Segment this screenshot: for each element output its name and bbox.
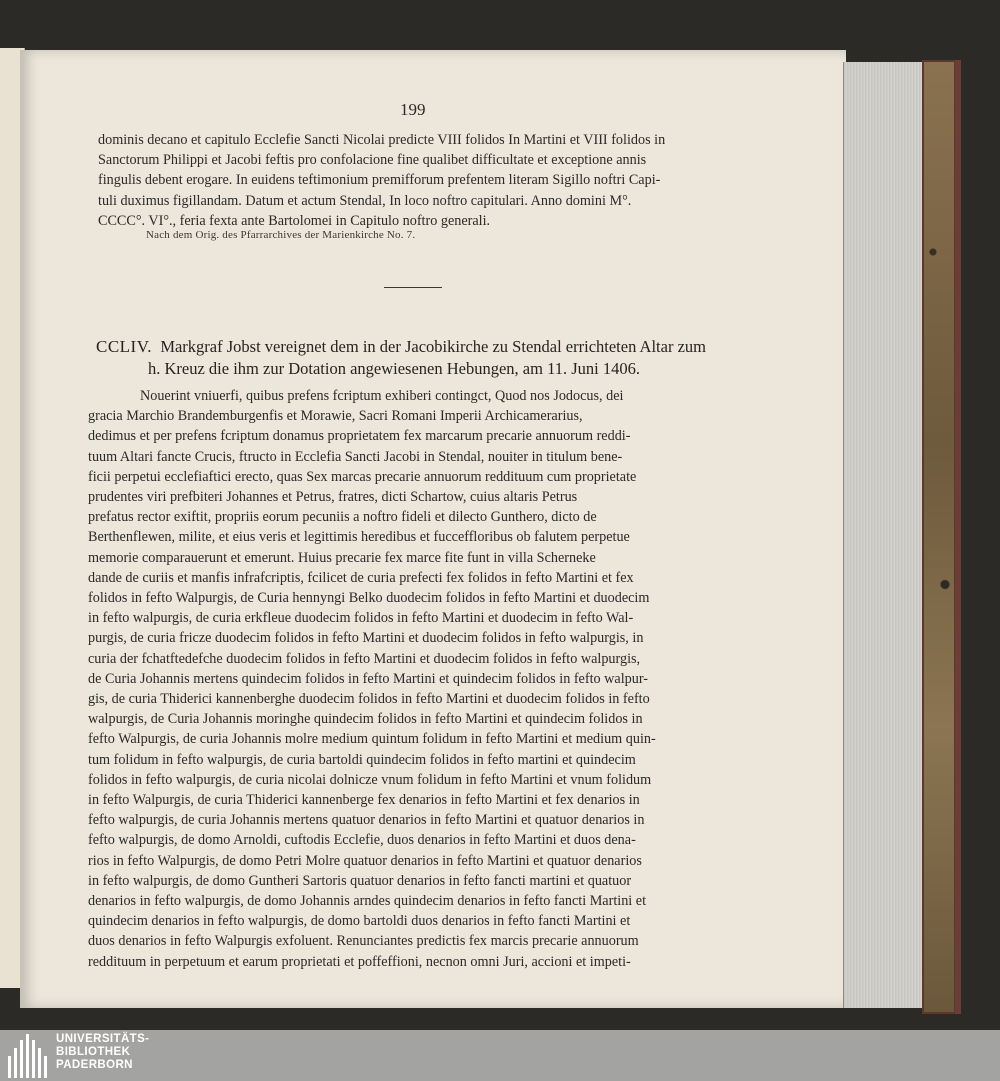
page-block-edges: [843, 62, 926, 1008]
text-line: prefatus rector exiftit, propriis eorum pecuniis a noftro fideli et dilecto Gunthero, dicto de: [88, 509, 597, 526]
text-line: gracia Marchio Brandemburgenfis et Morawie, Sacri Romani Imperii Archicamerarius,: [88, 408, 583, 425]
cover-spine-edge: [955, 60, 961, 1014]
text-line: in fefto walpurgis, de curia erkfleue duodecim folidos in fefto Martini et duodecim in fefto Wal-: [88, 610, 634, 627]
text-line: Sanctorum Philippi et Jacobi feftis pro confolacione fine qualibet difficultate et exceptione annis: [98, 152, 647, 169]
library-logo-icon: [6, 1034, 50, 1078]
heading-line-2: h. Kreuz die ihm zur Dotation angewiesenen Hebungen, am 11. Juni 1406.: [148, 359, 640, 378]
section-divider: [384, 287, 442, 288]
paragraph-main: [88, 386, 740, 972]
text-line: Berthenflewen, milite, et eius veris et legittimis heredibus et fucceffloribus ob falutem perpetue: [88, 529, 630, 546]
text-line: dedimus et per prefens fcriptum donamus proprietatem fex marcarum precarie annuorum reddi-: [88, 428, 631, 445]
page-number: 199: [400, 100, 426, 119]
heading-line-1: Markgraf Jobst vereignet dem in der Jacobikirche zu Stendal errichteten Altar zum: [160, 337, 706, 356]
text-line: curia der fchatftedefche duodecim folidos in fefto Martini et duodecim folidos in fefto walpurgis,: [88, 650, 641, 667]
document-number: CCLIV.: [96, 337, 153, 356]
text-line: reddituum in perpetuum et earum proprietati et poffeffioni, necnon omni Juri, accioni et impeti-: [88, 953, 631, 970]
library-name-line: BIBLIOTHEK: [56, 1046, 131, 1058]
text-line: walpurgis, de Curia Johannis moringhe quindecim folidos in fefto Martini et quindecim folidos in: [88, 711, 643, 728]
text-line: ficii perpetui ecclefiaftici erecto, quas Sex marcas precarie annuorum reddituum cum proprietate: [88, 468, 637, 485]
text-line: prudentes viri prefbiteri Johannes et Petrus, fratres, dicti Schartow, cuius altaris Petrus: [88, 489, 578, 506]
text-line: gis, de curia Thiderici kannenberghe duodecim folidos in fefto Martini et duodecim folidos in fefto: [88, 691, 650, 708]
library-name: [56, 1033, 149, 1072]
library-footer-bar: [0, 1030, 1000, 1081]
text-line: folidos in fefto Walpurgis, de Curia hennyngi Belko duodecim folidos in fefto Martini et duodecim: [88, 590, 650, 607]
text-line: memorie comparauerunt et emerunt. Huius precarie fex marce fite funt in villa Scherneke: [88, 549, 596, 566]
document-heading: [96, 336, 744, 380]
text-line: tum folidum in fefto walpurgis, de curia bartoldi quindecim folidos in fefto martini et quindecim: [88, 751, 636, 768]
text-line: purgis, de curia fricze duodecim folidos in fefto Martini et duodecim folidos in fefto walpurgis, in: [88, 630, 644, 647]
text-line: quindecim denarios in fefto walpurgis, de domo bartoldi duos denarios in fefto fancti Martini et: [88, 913, 631, 930]
text-line: folidos in fefto walpurgis, de curia nicolai dolnicze vnum folidum in fefto Martini et vnum folidum: [88, 771, 652, 788]
text-line: Nouerint vniuerfi, quibus prefens fcriptum exhiberi contingct, Quod nos Jodocus, dei: [140, 388, 624, 404]
text-line: in fefto Walpurgis, de curia Thiderici kannenberge fex denarios in fefto Martini et fex denarios in: [88, 792, 640, 809]
text-line: duos denarios in fefto Walpurgis exfoluent. Renunciantes predictis fex marcis precarie annuorum: [88, 933, 639, 950]
source-note: Nach dem Orig. des Pfarrarchives der Marienkirche No. 7.: [146, 229, 416, 241]
text-line: CCCC°. VI°., feria fexta ante Bartolomei in Capitulo noftro generali.: [98, 212, 491, 229]
text-line: rios in fefto Walpurgis, de domo Petri Molre quatuor denarios in fefto Martini et quatuor denarios: [88, 852, 642, 869]
text-line: de Curia Johannis mertens quindecim folidos in fefto Martini et quindecim folidos in fefto walpur-: [88, 670, 648, 687]
text-line: dande de curiis et manfis infrafcriptis, fcilicet de curia prefecti fex folidos in fefto Martini et fex: [88, 569, 634, 586]
library-name-line: UNIVERSITÄTS-: [56, 1033, 150, 1045]
text-line: in fefto walpurgis, de domo Guntheri Sartoris quatuor denarios in fefto fancti martini et quatuor: [88, 872, 632, 889]
text-line: fefto Walpurgis, de curia Johannis molre medium quintum folidum in fefto Martini et medium quin-: [88, 731, 656, 748]
text-line: denarios in fefto walpurgis, de domo Johannis arndes quindecim denarios in fefto fancti Martini et: [88, 893, 647, 910]
text-line: fingulis debent erogare. In euidens teftimonium premifforum prefentem literam Sigillo noftri Capi-: [98, 172, 661, 189]
text-line: tuli duximus figillandam. Datum et actum Stendal, In loco noftro capitulari. Anno domini M°.: [98, 192, 632, 209]
text-line: fefto walpurgis, de curia Johannis mertens quatuor denarios in fefto Martini et quatuor denarios in: [88, 812, 645, 829]
marbled-cover: [922, 60, 956, 1014]
text-line: fefto walpurgis, de domo Arnoldi, cuftodis Ecclefie, duos denarios in fefto Martini et duos dena-: [88, 832, 636, 849]
text-line: tuum Altari fancte Crucis, ftructo in Ecclefia Sancti Jacobi in Stendal, nouiter in titulum bene-: [88, 448, 623, 465]
text-line: dominis decano et capitulo Ecclefie Sancti Nicolai predicte VIII folidos In Martini et VIII folidos in: [98, 132, 666, 148]
paragraph-continued: [98, 130, 728, 231]
library-name-line: PADERBORN: [56, 1059, 133, 1071]
